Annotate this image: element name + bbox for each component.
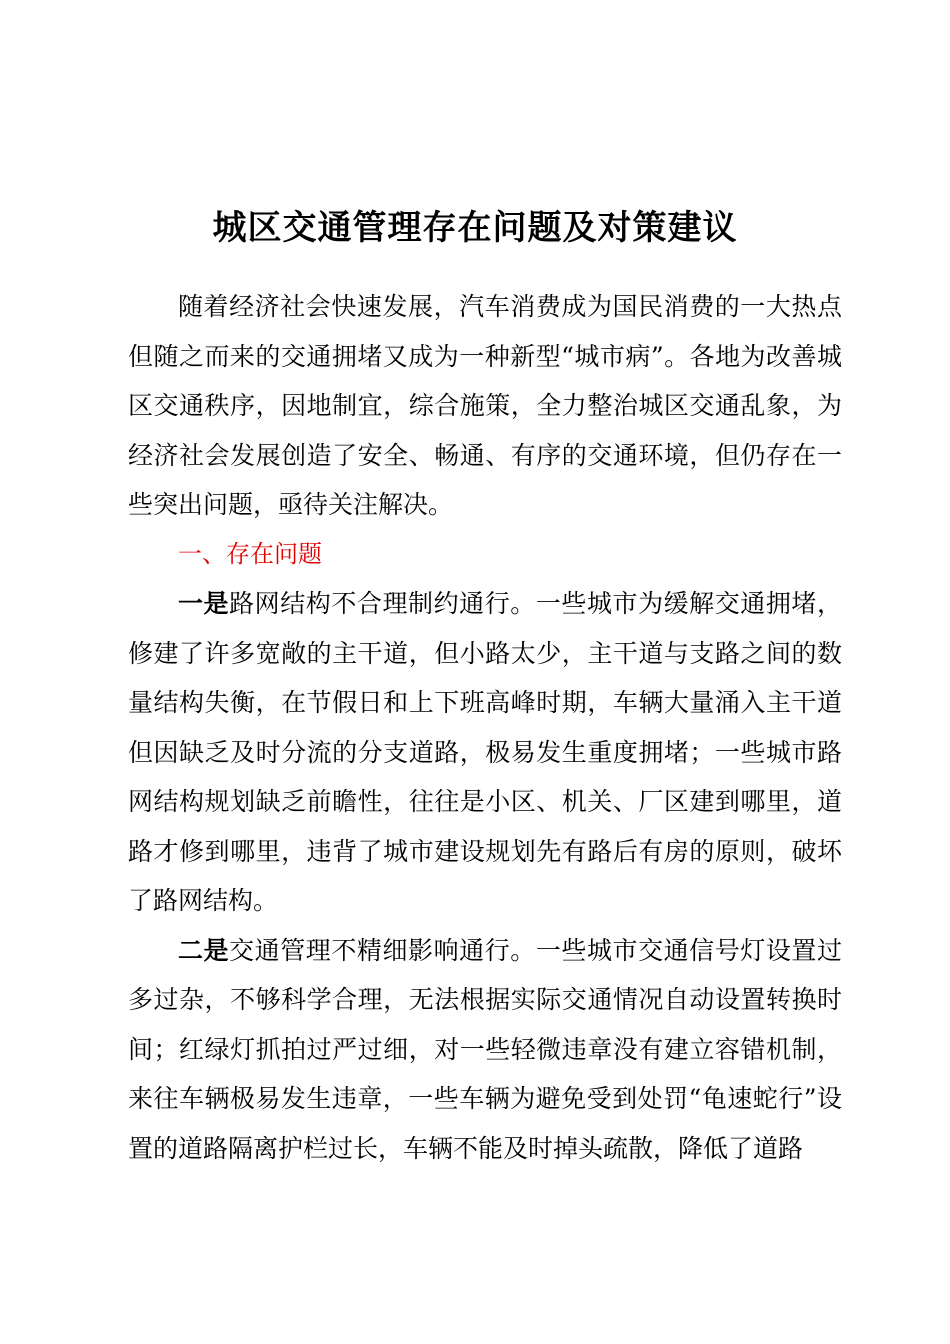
problem-point-2: [128, 926, 842, 1174]
problem-point-1: [128, 579, 842, 926]
intro-paragraph: 随着经济社会快速发展，汽车消费成为国民消费的一大热点但随之而来的交通拥堵又成为一种新型“城市病”。各地为改善城区交通秩序，因地制宜，综合施策，全力整治城区交通乱象，为经济社会发展创造了安全、畅通、有序的交通环境，但仍存在一些突出问题，亟待关注解决。: [128, 292, 842, 519]
section-heading-problems: 一、存在问题: [178, 539, 322, 568]
document-title: 城区交通管理存在问题及对策建议: [212, 208, 738, 248]
point-lead: 二是: [178, 935, 230, 965]
point-text: 交通管理不精细影响通行。一些城市交通信号灯设置过多过杂，不够科学合理，无法根据实际交通情况自动设置转换时间；红绿灯抓拍过严过细，对一些轻微违章没有建立容错机制，来往车辆极易发生违章，一些车辆为避免受到处罚“龟速蛇行”设置的道路隔离护栏过长，车辆不能及时掉头疏散，降低了道路: [128, 935, 842, 1163]
document-body: [128, 282, 842, 1173]
point-lead: 一是: [178, 589, 230, 618]
point-text: 路网结构不合理制约通行。一些城市为缓解交通拥堵，修建了许多宽敞的主干道，但小路太少，主干道与支路之间的数量结构失衡，在节假日和上下班高峰时期，车辆大量涌入主干道但因缺乏及时分流的分支道路，极易发生重度拥堵；一些城市路网结构规划缺乏前瞻性，往往是小区、机关、厂区建到哪里，道路才修到哪里，违背了城市建设规划先有路后有房的原则，破坏了路网结构。: [128, 589, 842, 915]
